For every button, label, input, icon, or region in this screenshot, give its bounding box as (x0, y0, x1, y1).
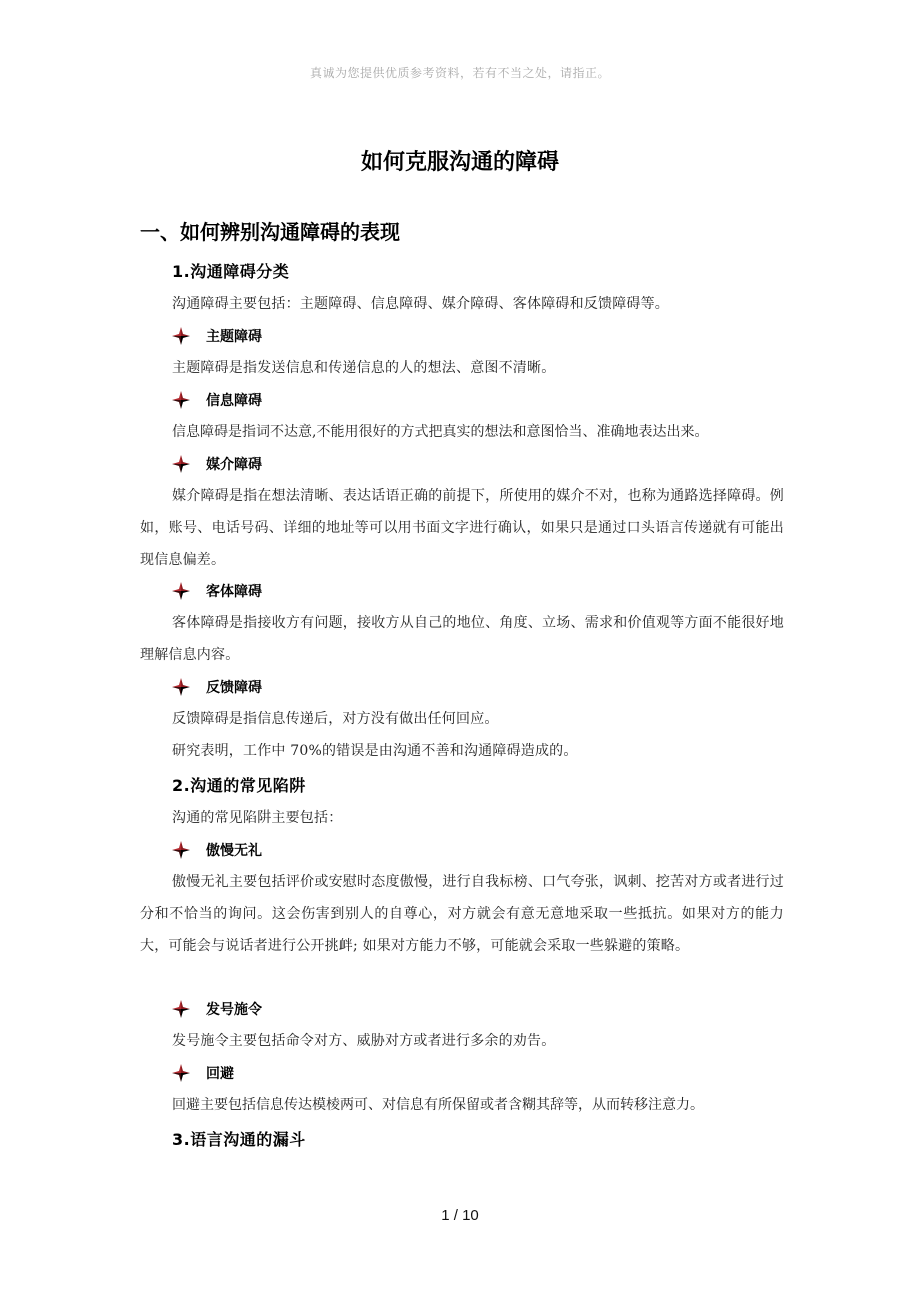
watermark-header: 真诚为您提供优质参考资料，若有不当之处，请指正。 (309, 66, 610, 80)
subsection-heading-3: 3.语言沟通的漏斗 (172, 1130, 306, 1149)
bullet-item-topic-barrier (172, 326, 262, 346)
bullet-label: 发号施令 (206, 1002, 262, 1018)
paragraph: 傲慢无礼主要包括评价或安慰时态度傲慢，进行自我标榜、口气夸张，讽刺、挖苦对方或者进行过分和不恰当的询问。这会伤害到别人的自尊心，对方就会有意无意地采取一些抵抗。如果对方的能力大，可能会与说话者进行公开挑衅; 如果对方能力不够，可能就会采取一些躲避的策略。 (140, 874, 784, 954)
bullet-item-avoidance (172, 1063, 234, 1083)
bullet-label: 傲慢无礼 (206, 843, 262, 859)
paragraph: 主题障碍是指发送信息和传递信息的人的想法、意图不清晰。 (172, 360, 556, 376)
bullet-item-info-barrier (172, 390, 262, 410)
star-bullet-icon (172, 1000, 190, 1018)
star-bullet-icon (172, 841, 190, 859)
paragraph-intro-2: 沟通的常见陷阱主要包括： (172, 810, 343, 826)
page-number: 1 / 10 (441, 1207, 479, 1224)
star-bullet-icon (172, 391, 190, 409)
star-bullet-icon (172, 455, 190, 473)
star-bullet-icon (172, 327, 190, 345)
paragraph: 信息障碍是指词不达意,不能用很好的方式把真实的想法和意图恰当、准确地表达出来。 (172, 424, 709, 440)
bullet-item-object-barrier (172, 581, 262, 601)
paragraph: 反馈障碍是指信息传递后，对方没有做出任何回应。 (172, 711, 499, 727)
bullet-label: 媒介障碍 (206, 457, 262, 473)
paragraph: 媒介障碍是指在想法清晰、表达话语正确的前提下，所使用的媒介不对，也称为通路选择障碍。例如，账号、电话号码、详细的地址等可以用书面文字进行确认，如果只是通过口头语言传递就有可能出现信息偏差。 (140, 488, 784, 568)
star-bullet-icon (172, 678, 190, 696)
star-bullet-icon (172, 1064, 190, 1082)
subsection-heading-2: 2.沟通的常见陷阱 (172, 776, 306, 795)
paragraph: 发号施令主要包括命令对方、威胁对方或者进行多余的劝告。 (172, 1033, 556, 1049)
paragraph: 回避主要包括信息传达模棱两可、对信息有所保留或者含糊其辞等，从而转移注意力。 (172, 1097, 704, 1113)
bullet-label: 主题障碍 (206, 329, 262, 345)
paragraph-conclusion: 研究表明，工作中 70%的错误是由沟通不善和沟通障碍造成的。 (172, 743, 578, 759)
subsection-heading-1: 1.沟通障碍分类 (172, 262, 290, 281)
section-heading-1: 一、如何辨别沟通障碍的表现 (140, 220, 400, 244)
document-title: 如何克服沟通的障碍 (360, 150, 559, 175)
bullet-item-arrogance (172, 840, 262, 860)
paragraph-intro-1: 沟通障碍主要包括：主题障碍、信息障碍、媒介障碍、客体障碍和反馈障碍等。 (172, 296, 669, 312)
bullet-label: 反馈障碍 (206, 680, 262, 696)
bullet-item-commanding (172, 999, 262, 1019)
star-bullet-icon (172, 582, 190, 600)
bullet-label: 客体障碍 (206, 584, 262, 600)
bullet-label: 回避 (206, 1066, 234, 1082)
bullet-item-media-barrier (172, 454, 262, 474)
bullet-item-feedback-barrier (172, 677, 262, 697)
bullet-label: 信息障碍 (206, 393, 262, 409)
paragraph: 客体障碍是指接收方有问题，接收方从自己的地位、角度、立场、需求和价值观等方面不能很好地理解信息内容。 (140, 615, 784, 663)
